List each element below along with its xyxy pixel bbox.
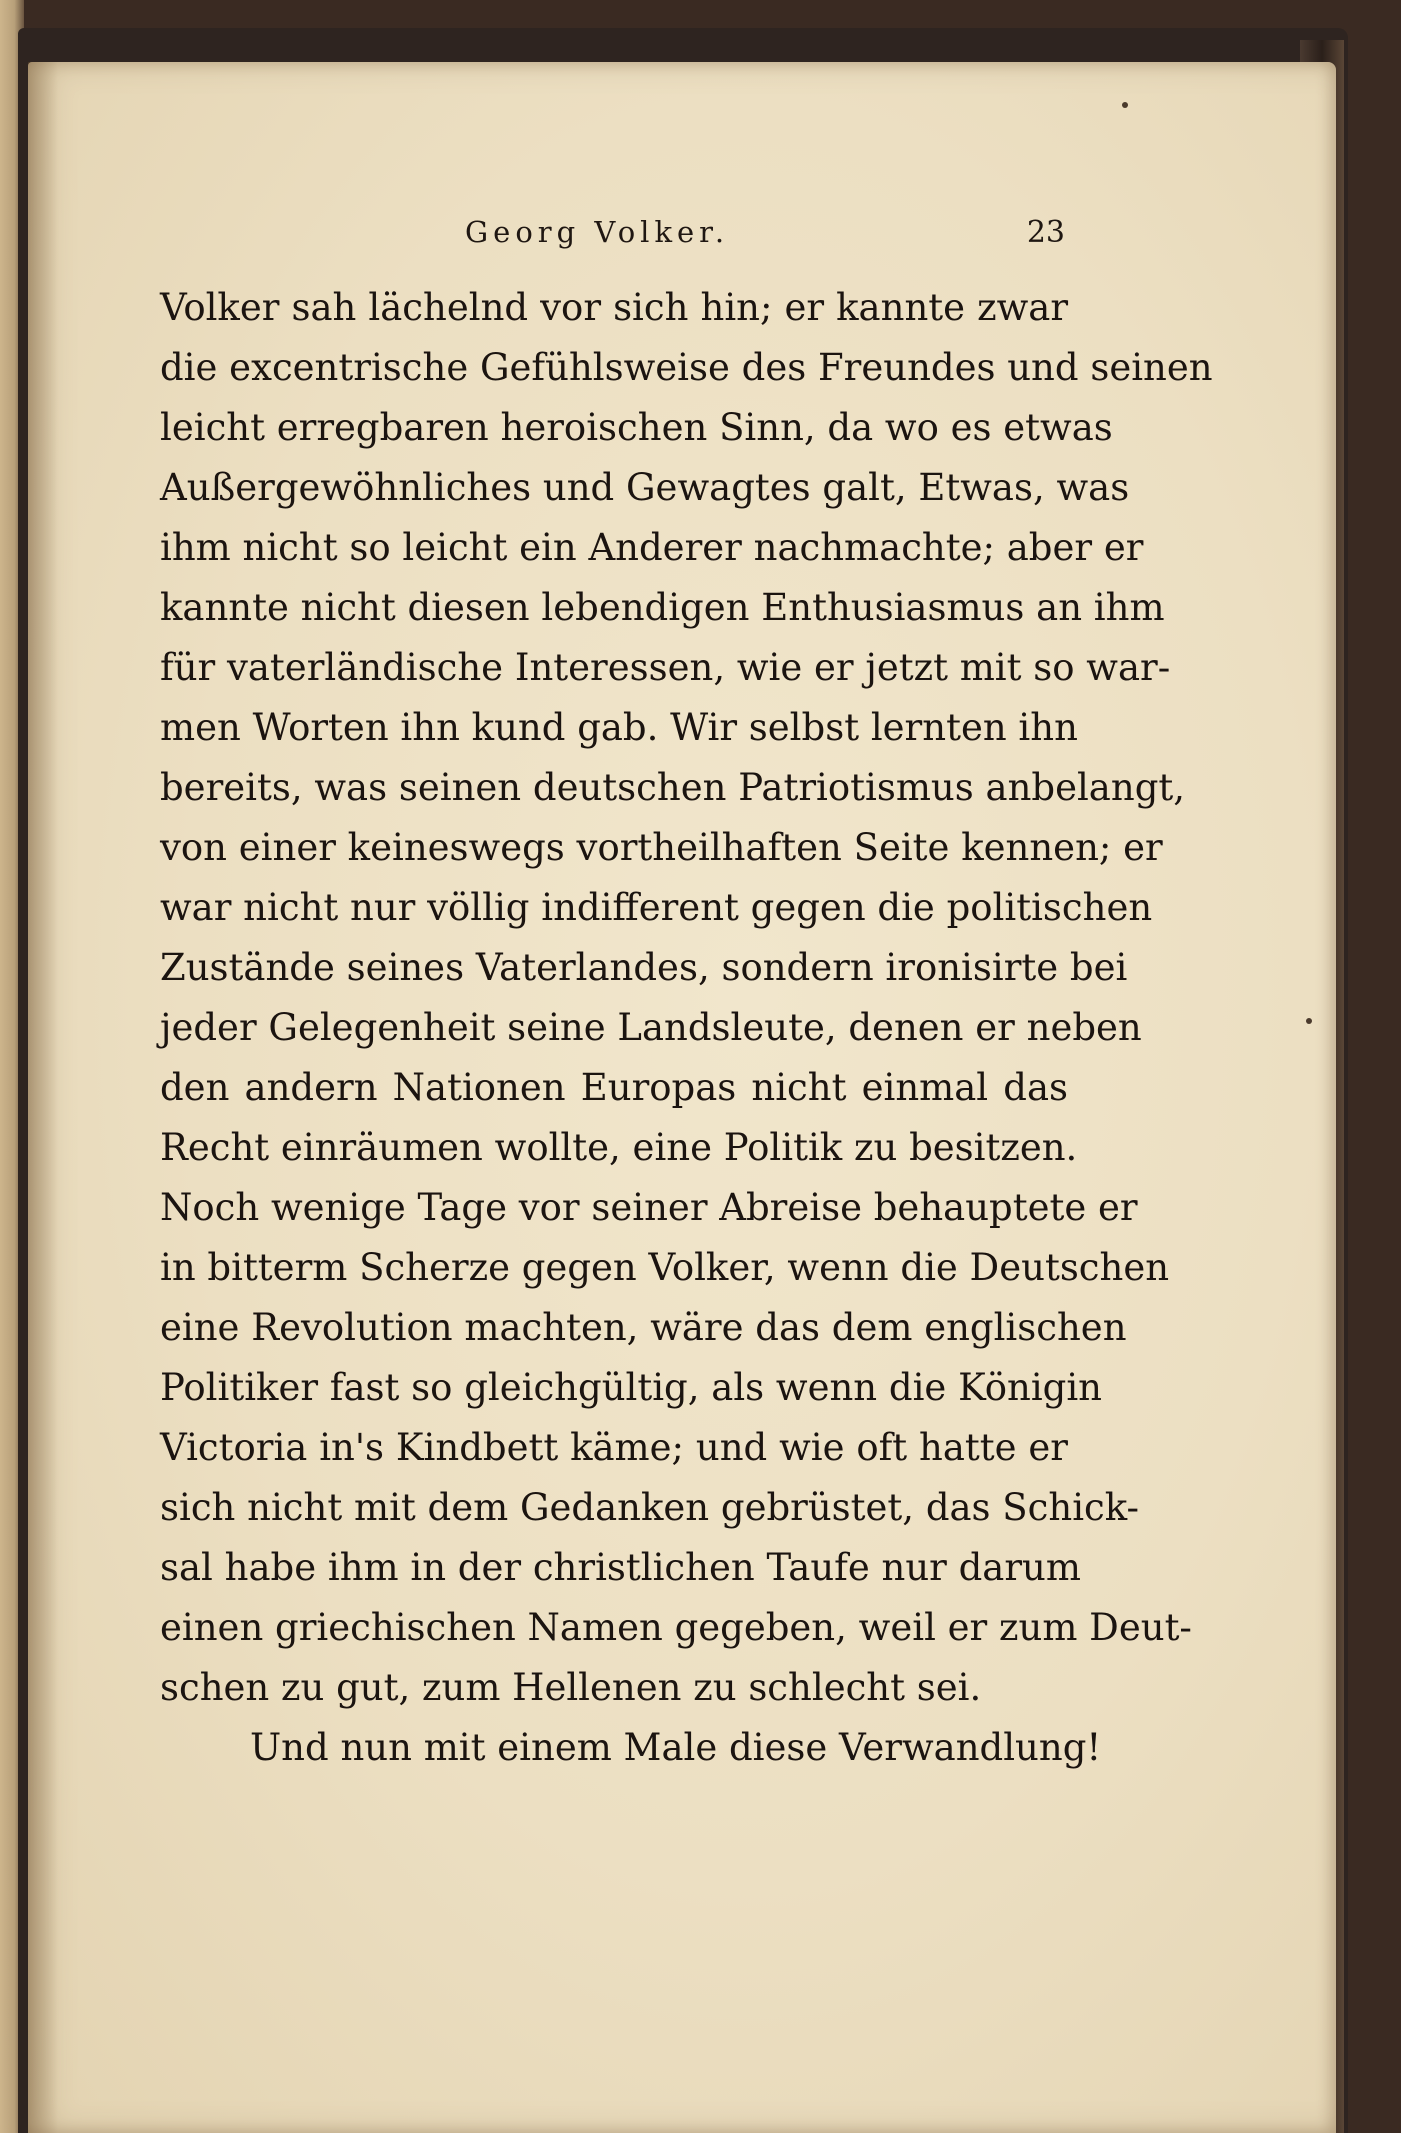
text-line: schen zu gut, zum Hellenen zu schlecht sei. [160, 1666, 982, 1709]
text-line: bereits, was seinen deutschen Patriotismus anbelangt, [160, 766, 1186, 809]
paper-speck [1306, 1018, 1312, 1024]
text-line: ihm nicht so leicht ein Anderer nachmachte; aber er [160, 526, 1144, 569]
text-line: sal habe ihm in der christlichen Taufe nur darum [160, 1546, 1081, 1589]
running-title: Georg Volker. [465, 215, 730, 249]
text-line: jeder Gelegenheit seine Landsleute, denen er neben [160, 1006, 1142, 1049]
text-line: Volker sah lächelnd vor sich hin; er kannte zwar [160, 286, 1068, 329]
text-line: Recht einräumen wollte, eine Politik zu besitzen. [160, 1126, 1078, 1169]
text-line: sich nicht mit dem Gedanken gebrüstet, das Schick- [160, 1486, 1140, 1529]
page-header [465, 215, 1065, 255]
page-number: 23 [1026, 215, 1065, 250]
text-line: men Worten ihn kund gab. Wir selbst lernten ihn [160, 706, 1078, 749]
text-line: Victoria in's Kindbett käme; und wie oft hatte er [160, 1426, 1068, 1469]
body-text [160, 278, 1213, 1778]
text-line: Zustände seines Vaterlandes, sondern ironisirte bei [160, 946, 1128, 989]
text-line: Noch wenige Tage vor seiner Abreise behauptete er [160, 1186, 1138, 1229]
text-line: eine Revolution machten, wäre das dem englischen [160, 1306, 1127, 1349]
text-line: für vaterländische Interessen, wie er jetzt mit so war- [160, 646, 1171, 689]
text-line: leicht erregbaren heroischen Sinn, da wo es etwas [160, 406, 1113, 449]
text-line: von einer keineswegs vortheilhaften Seite kennen; er [160, 826, 1163, 869]
text-line: die excentrische Gefühlsweise des Freundes und seinen [160, 346, 1213, 389]
text-line: den andern Nationen Europas nicht einmal das [160, 1066, 1068, 1109]
text-line: Außergewöhnliches und Gewagtes galt, Etwas, was [160, 466, 1130, 509]
text-line: in bitterm Scherze gegen Volker, wenn die Deutschen [160, 1246, 1170, 1289]
text-line: einen griechischen Namen gegeben, weil er zum Deut- [160, 1606, 1192, 1649]
text-line: kannte nicht diesen lebendigen Enthusiasmus an ihm [160, 586, 1165, 629]
paper-speck [1122, 102, 1128, 108]
page-gutter-shadow [28, 62, 58, 2133]
text-line: war nicht nur völlig indifferent gegen die politischen [160, 886, 1153, 929]
text-line: Politiker fast so gleichgültig, als wenn die Königin [160, 1366, 1103, 1409]
text-line: Und nun mit einem Male diese Verwandlung! [250, 1726, 1102, 1769]
